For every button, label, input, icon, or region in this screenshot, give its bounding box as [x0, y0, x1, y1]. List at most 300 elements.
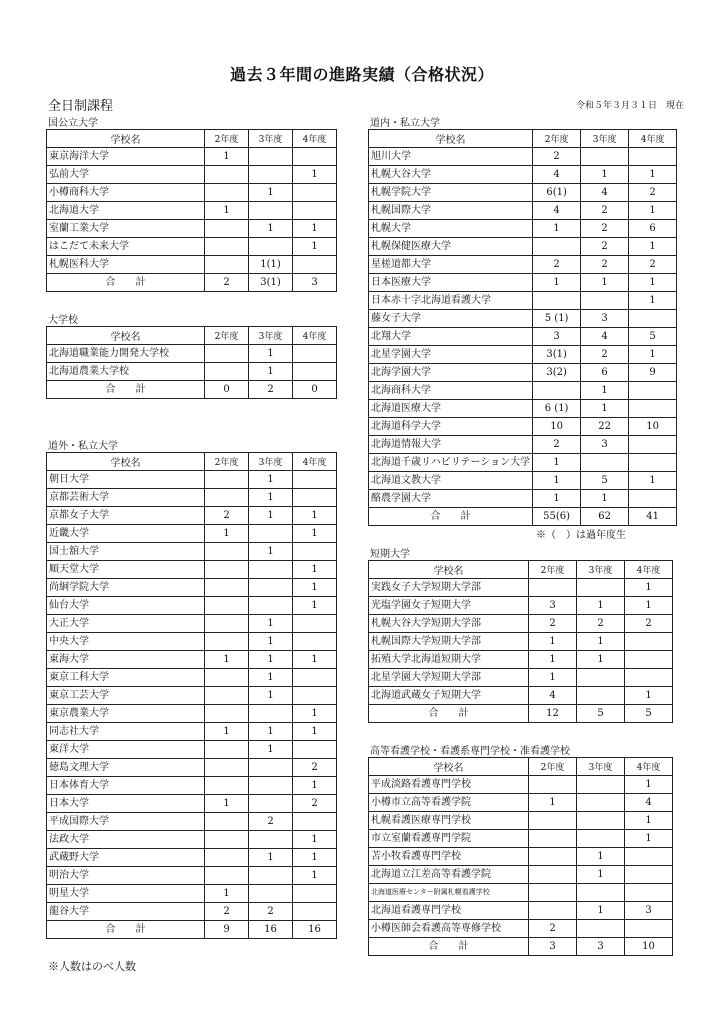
count-year4: 2 — [625, 615, 673, 633]
table-row — [47, 166, 337, 184]
count-year2: 2 — [205, 903, 249, 921]
table-row — [47, 687, 337, 705]
count-year3: 1 — [249, 363, 293, 381]
total-label: 合 計 — [369, 705, 529, 723]
count-year3: 1 — [249, 741, 293, 759]
total-year2: 12 — [529, 705, 577, 723]
table-row — [47, 867, 337, 885]
table-row — [369, 579, 673, 597]
school-name: 順天堂大学 — [47, 561, 205, 579]
column-header-year2: 2年度 — [205, 327, 249, 345]
count-year4: 1 — [629, 472, 677, 490]
table-row — [369, 669, 673, 687]
table-row — [47, 256, 337, 274]
school-name: 朝日大学 — [47, 471, 205, 489]
column-header-year2: 2年度 — [205, 453, 249, 471]
school-name: 仙台大学 — [47, 597, 205, 615]
count-year4: 1 — [293, 867, 337, 885]
table-row — [369, 418, 677, 436]
count-year3 — [577, 812, 625, 830]
table-row — [47, 597, 337, 615]
column-header-year4: 4年度 — [625, 758, 673, 776]
school-name: 札幌大学 — [369, 220, 533, 238]
column-header-year4: 4年度 — [625, 561, 673, 579]
total-row — [369, 705, 673, 723]
count-year4: 1 — [293, 238, 337, 256]
school-name: 日本大学 — [47, 795, 205, 813]
count-year2 — [529, 579, 577, 597]
table-row — [47, 795, 337, 813]
count-year2: 1 — [533, 472, 581, 490]
count-year3 — [577, 884, 625, 902]
section-label-junior-college: 短期大学 — [370, 549, 410, 560]
school-name: 北海道医療センター附属札幌看護学校 — [369, 884, 529, 902]
table-header-row — [47, 453, 337, 471]
count-year2: 1 — [529, 669, 577, 687]
count-year2 — [205, 543, 249, 561]
count-year4 — [293, 148, 337, 166]
column-header-year3: 3年度 — [249, 327, 293, 345]
count-year2: 1 — [533, 490, 581, 508]
table-header-row — [47, 327, 337, 345]
column-header-year3: 3年度 — [577, 561, 625, 579]
table-row — [369, 615, 673, 633]
count-year4 — [625, 884, 673, 902]
school-name: 北星学園大学 — [369, 346, 533, 364]
count-year2 — [205, 633, 249, 651]
count-year4: 1 — [293, 166, 337, 184]
school-name: 実践女子大学短期大学部 — [369, 579, 529, 597]
total-year3: 3 — [577, 938, 625, 956]
school-name: 北海道医療大学 — [369, 400, 533, 418]
table-row — [369, 202, 677, 220]
count-year3: 1 — [581, 166, 629, 184]
school-name: 京都芸術大学 — [47, 489, 205, 507]
count-year2: 2 — [533, 256, 581, 274]
table-row — [47, 579, 337, 597]
count-year2 — [529, 884, 577, 902]
school-name: 東京農業大学 — [47, 705, 205, 723]
table-row — [369, 472, 677, 490]
total-row — [47, 381, 337, 399]
count-year4 — [625, 920, 673, 938]
count-year3: 1 — [577, 902, 625, 920]
table-row — [369, 436, 677, 454]
count-year2 — [205, 489, 249, 507]
table-row — [369, 454, 677, 472]
count-year3: 2 — [581, 202, 629, 220]
total-year3: 62 — [581, 508, 629, 526]
column-header-year3: 3年度 — [577, 758, 625, 776]
table-header-row — [369, 561, 673, 579]
count-year2: 3 — [529, 597, 577, 615]
count-year4: 1 — [629, 166, 677, 184]
count-year4: 10 — [629, 418, 677, 436]
count-year2: 1 — [529, 794, 577, 812]
table-row — [47, 831, 337, 849]
count-year3 — [249, 597, 293, 615]
count-year3 — [249, 777, 293, 795]
total-year4: 0 — [293, 381, 337, 399]
count-year3 — [577, 579, 625, 597]
table-row — [47, 651, 337, 669]
count-year3: 1 — [249, 507, 293, 525]
table-row — [369, 382, 677, 400]
school-name: 北海学園大学 — [369, 364, 533, 382]
table-row — [47, 507, 337, 525]
count-year4: 1 — [629, 238, 677, 256]
table-row — [47, 723, 337, 741]
count-year2 — [205, 687, 249, 705]
school-name: 明治大学 — [47, 867, 205, 885]
total-label: 合 計 — [369, 508, 533, 526]
count-year4 — [293, 741, 337, 759]
count-year3: 2 — [581, 220, 629, 238]
count-year2 — [205, 705, 249, 723]
count-year3: 1 — [581, 400, 629, 418]
count-year4: 1 — [629, 202, 677, 220]
count-year4: 1 — [293, 777, 337, 795]
count-year2 — [533, 292, 581, 310]
school-name: 北海道大学 — [47, 202, 205, 220]
school-name: 明星大学 — [47, 885, 205, 903]
count-year3: 1 — [577, 651, 625, 669]
count-year3: 1 — [249, 543, 293, 561]
total-year3: 2 — [249, 381, 293, 399]
count-year3: 1 — [249, 687, 293, 705]
count-year3: 1 — [249, 489, 293, 507]
total-row — [369, 938, 673, 956]
column-header-school: 学校名 — [47, 130, 205, 148]
count-year4: 1 — [625, 812, 673, 830]
count-year3: 1 — [581, 382, 629, 400]
count-year4: 1 — [629, 346, 677, 364]
school-name: 札幌看護医療専門学校 — [369, 812, 529, 830]
count-year2: 2 — [529, 615, 577, 633]
count-year3: 4 — [581, 328, 629, 346]
school-name: 光塩学園女子短期大学 — [369, 597, 529, 615]
count-year4 — [293, 615, 337, 633]
school-name: 小樽医師会看護高等専修学校 — [369, 920, 529, 938]
count-year4: 2 — [293, 759, 337, 777]
table-row — [369, 220, 677, 238]
count-year3: 1 — [249, 345, 293, 363]
school-name: 大正大学 — [47, 615, 205, 633]
count-year4 — [629, 490, 677, 508]
column-header-year4: 4年度 — [293, 130, 337, 148]
school-name: 札幌保健医療大学 — [369, 238, 533, 256]
total-year4: 41 — [629, 508, 677, 526]
school-name: 小樽市立高等看護学院 — [369, 794, 529, 812]
table-row — [47, 633, 337, 651]
count-year3: 1 — [577, 633, 625, 651]
column-header-year4: 4年度 — [293, 327, 337, 345]
school-name: 近畿大学 — [47, 525, 205, 543]
count-year3: 1 — [249, 651, 293, 669]
school-name: 日本医療大学 — [369, 274, 533, 292]
table-nursing-schools — [368, 757, 673, 956]
school-name: 酪農学園大学 — [369, 490, 533, 508]
table-header-row — [369, 130, 677, 148]
count-year3: 1 — [249, 184, 293, 202]
school-name: 札幌大谷大学短期大学部 — [369, 615, 529, 633]
total-year2: 9 — [205, 921, 249, 939]
total-year2: 0 — [205, 381, 249, 399]
total-year2: 55(6) — [533, 508, 581, 526]
school-name: 東洋大学 — [47, 741, 205, 759]
school-name: 北海道科学大学 — [369, 418, 533, 436]
school-name: 北海道立江差高等看護学院 — [369, 866, 529, 884]
count-year3 — [249, 166, 293, 184]
count-year2: 1 — [205, 651, 249, 669]
count-year3: 4 — [581, 184, 629, 202]
section-label-college: 大学校 — [48, 315, 78, 326]
count-year4 — [625, 848, 673, 866]
school-name: 藤女子大学 — [369, 310, 533, 328]
count-year4: 1 — [293, 651, 337, 669]
school-name: 札幌学院大学 — [369, 184, 533, 202]
school-name: 国士舘大学 — [47, 543, 205, 561]
count-year4: 6 — [629, 220, 677, 238]
school-name: 法政大学 — [47, 831, 205, 849]
count-year3: 1 — [249, 849, 293, 867]
count-year4: 1 — [629, 274, 677, 292]
table-row — [47, 543, 337, 561]
count-year3 — [249, 795, 293, 813]
count-year3: 1 — [577, 597, 625, 615]
table-row — [369, 328, 677, 346]
table-hokkaido-private-universities — [368, 129, 677, 526]
count-year2: 6(1) — [533, 184, 581, 202]
total-year3: 16 — [249, 921, 293, 939]
column-header-year3: 3年度 — [581, 130, 629, 148]
count-year2: 4 — [533, 202, 581, 220]
school-name: 平成国際大学 — [47, 813, 205, 831]
total-year4: 10 — [625, 938, 673, 956]
column-header-year3: 3年度 — [249, 453, 293, 471]
count-year4 — [293, 903, 337, 921]
count-year4: 3 — [625, 902, 673, 920]
count-year4: 2 — [629, 184, 677, 202]
count-year3 — [249, 867, 293, 885]
count-year2: 3 — [533, 328, 581, 346]
table-row — [47, 489, 337, 507]
count-year4: 1 — [293, 831, 337, 849]
table-row — [369, 776, 673, 794]
count-year3: 1 — [249, 471, 293, 489]
count-year4 — [293, 202, 337, 220]
count-year3: 1 — [577, 848, 625, 866]
count-year4 — [293, 669, 337, 687]
count-year2: 1 — [205, 525, 249, 543]
count-year4 — [625, 866, 673, 884]
table-row — [47, 345, 337, 363]
section-label-nursing: 高等看護学校・看護系専門学校・准看護学校 — [370, 746, 570, 757]
count-year3: 1 — [249, 633, 293, 651]
course-subtitle: 全日制課程 — [48, 99, 114, 114]
count-year4: 1 — [293, 597, 337, 615]
count-year2 — [205, 777, 249, 795]
count-year4: 1 — [625, 579, 673, 597]
count-year4: 1 — [293, 579, 337, 597]
total-row — [47, 274, 337, 292]
table-row — [47, 363, 337, 381]
column-header-year2: 2年度 — [205, 130, 249, 148]
section-label-outside-private: 道外・私立大学 — [48, 441, 118, 452]
table-row — [47, 615, 337, 633]
count-year3 — [577, 687, 625, 705]
total-label: 合 計 — [369, 938, 529, 956]
school-name: 龍谷大学 — [47, 903, 205, 921]
count-year3 — [249, 148, 293, 166]
total-label: 合 計 — [47, 381, 205, 399]
count-year2 — [205, 166, 249, 184]
count-year3 — [577, 669, 625, 687]
page-title: 過去３年間の進路実績（合格状況） — [229, 65, 494, 84]
table-junior-colleges — [368, 560, 673, 723]
column-header-year2: 2年度 — [533, 130, 581, 148]
table-row — [369, 866, 673, 884]
count-year3 — [249, 202, 293, 220]
total-row — [369, 508, 677, 526]
count-year2 — [205, 238, 249, 256]
count-year2 — [529, 830, 577, 848]
table-row — [369, 794, 673, 812]
table-row — [47, 849, 337, 867]
table-row — [47, 148, 337, 166]
count-year4: 9 — [629, 364, 677, 382]
count-year2 — [205, 813, 249, 831]
school-name: 北星学園大学短期大学部 — [369, 669, 529, 687]
count-year3: 3 — [581, 310, 629, 328]
count-year3: 3 — [581, 436, 629, 454]
count-year3: 1 — [581, 274, 629, 292]
count-year4: 2 — [293, 795, 337, 813]
table-row — [369, 848, 673, 866]
total-year2: 2 — [205, 274, 249, 292]
table-row — [369, 651, 673, 669]
count-year3 — [577, 830, 625, 848]
section-label-hokkaido-private: 道内・私立大学 — [370, 118, 440, 129]
repeat-year-note: ※（ ）は過年度生 — [536, 530, 626, 541]
total-year2: 3 — [529, 938, 577, 956]
school-name: 星槎道都大学 — [369, 256, 533, 274]
school-name: 札幌国際大学短期大学部 — [369, 633, 529, 651]
count-year3 — [581, 454, 629, 472]
table-row — [47, 238, 337, 256]
count-year2 — [205, 363, 249, 381]
school-name: 尚絅学院大学 — [47, 579, 205, 597]
count-year3: 1 — [249, 669, 293, 687]
total-label: 合 計 — [47, 921, 205, 939]
table-row — [47, 202, 337, 220]
school-name: 苫小牧看護専門学校 — [369, 848, 529, 866]
count-year3: 1 — [581, 490, 629, 508]
count-year4: 1 — [625, 776, 673, 794]
count-year2: 1 — [205, 885, 249, 903]
count-year2 — [205, 597, 249, 615]
school-name: はこだて未来大学 — [47, 238, 205, 256]
count-year2: 2 — [533, 148, 581, 166]
count-year2 — [529, 848, 577, 866]
table-row — [47, 220, 337, 238]
school-name: 東海大学 — [47, 651, 205, 669]
school-name: 札幌医科大学 — [47, 256, 205, 274]
count-year2 — [529, 812, 577, 830]
count-year2 — [529, 866, 577, 884]
table-row — [369, 148, 677, 166]
table-row — [369, 310, 677, 328]
count-year3 — [249, 885, 293, 903]
count-year2 — [529, 902, 577, 920]
count-year3 — [577, 794, 625, 812]
count-year4 — [629, 310, 677, 328]
count-year4: 1 — [625, 687, 673, 705]
count-year4: 1 — [625, 830, 673, 848]
count-year2 — [205, 471, 249, 489]
count-year2 — [205, 615, 249, 633]
count-year2: 1 — [529, 633, 577, 651]
count-year2: 4 — [533, 166, 581, 184]
table-national-universities — [46, 129, 337, 292]
count-year2 — [205, 256, 249, 274]
table-header-row — [369, 758, 673, 776]
table-row — [47, 471, 337, 489]
count-year4: 2 — [629, 256, 677, 274]
table-header-row — [47, 130, 337, 148]
count-year4 — [293, 184, 337, 202]
count-year2 — [205, 759, 249, 777]
count-year4: 1 — [293, 723, 337, 741]
count-year3: 2 — [249, 903, 293, 921]
count-year2 — [205, 849, 249, 867]
table-row — [369, 597, 673, 615]
column-header-school: 学校名 — [47, 453, 205, 471]
count-year3 — [249, 525, 293, 543]
school-name: 東京工科大学 — [47, 669, 205, 687]
column-header-year3: 3年度 — [249, 130, 293, 148]
table-row — [47, 525, 337, 543]
count-year2 — [533, 382, 581, 400]
school-name: 東京海洋大学 — [47, 148, 205, 166]
count-year4 — [629, 454, 677, 472]
total-year4: 5 — [625, 705, 673, 723]
school-name: 札幌大谷大学 — [369, 166, 533, 184]
table-row — [369, 490, 677, 508]
count-year3 — [577, 776, 625, 794]
table-row — [369, 400, 677, 418]
table-row — [47, 561, 337, 579]
table-row — [369, 292, 677, 310]
count-year4 — [293, 687, 337, 705]
table-row — [369, 184, 677, 202]
school-name: 徳島文理大学 — [47, 759, 205, 777]
school-name: 室蘭工業大学 — [47, 220, 205, 238]
column-header-school: 学校名 — [369, 758, 529, 776]
table-row — [369, 274, 677, 292]
count-year4: 1 — [629, 292, 677, 310]
school-name: 同志社大学 — [47, 723, 205, 741]
school-name: 小樽商科大学 — [47, 184, 205, 202]
count-year2 — [529, 776, 577, 794]
count-year2: 2 — [533, 436, 581, 454]
count-year4: 1 — [293, 507, 337, 525]
count-year3: 2 — [577, 615, 625, 633]
count-year3: 1 — [249, 723, 293, 741]
count-year3: 22 — [581, 418, 629, 436]
table-row — [369, 884, 673, 902]
table-row — [369, 920, 673, 938]
